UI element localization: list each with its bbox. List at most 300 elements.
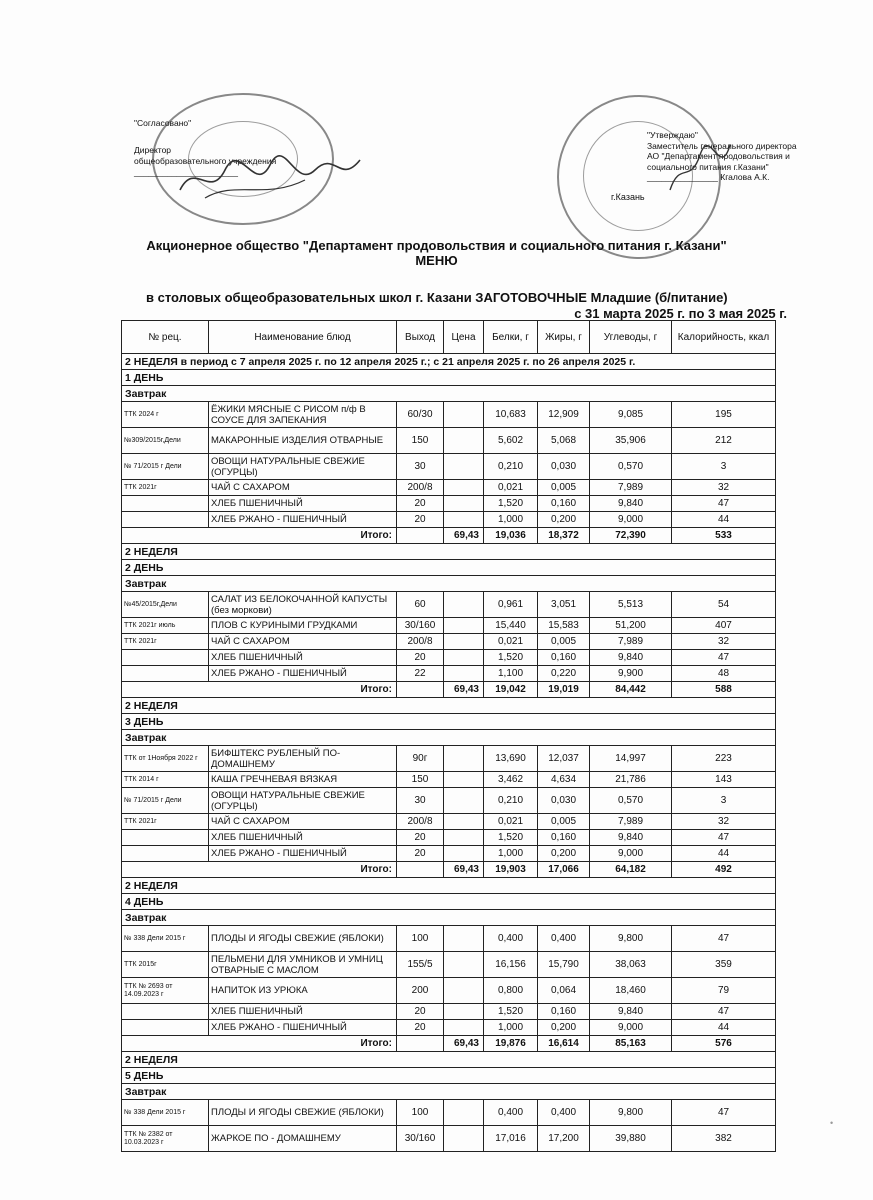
dish-price: [444, 454, 484, 480]
table-row: [122, 618, 776, 634]
dish-carbs: 39,880: [590, 1126, 672, 1152]
day-row: [122, 1068, 776, 1084]
dish-protein: 1,520: [484, 1004, 538, 1020]
dish-name: ЧАЙ С САХАРОМ: [209, 634, 397, 650]
week-row: [122, 698, 776, 714]
table-row: [122, 1020, 776, 1036]
dish-price: [444, 926, 484, 952]
dish-kcal: 44: [672, 846, 776, 862]
dish-protein: 0,961: [484, 592, 538, 618]
menu-subtitle: в столовых общеобразовательных школ г. Казани ЗАГОТОВОЧНЫЕ Младшие (б/питание): [146, 290, 728, 305]
table-header-row: [122, 321, 776, 354]
dish-price: [444, 952, 484, 978]
dish-protein: 0,021: [484, 480, 538, 496]
recipe-number: №309/2015г,Дели: [122, 428, 209, 454]
dish-fat: 0,200: [538, 846, 590, 862]
dish-fat: 0,005: [538, 480, 590, 496]
dish-fat: 0,005: [538, 634, 590, 650]
table-row: [122, 1100, 776, 1126]
dish-carbs: 5,513: [590, 592, 672, 618]
dish-price: [444, 814, 484, 830]
recipe-number: ТТК 2021г: [122, 634, 209, 650]
dish-kcal: 407: [672, 618, 776, 634]
dish-name: САЛАТ ИЗ БЕЛОКОЧАННОЙ КАПУСТЫ (без моркови): [209, 592, 397, 618]
dish-protein: 1,520: [484, 650, 538, 666]
dish-name: ЁЖИКИ МЯСНЫЕ С РИСОМ п/ф В СОУСЕ ДЛЯ ЗАПЕКАНИЯ: [209, 402, 397, 428]
dish-price: [444, 1004, 484, 1020]
dish-fat: 12,909: [538, 402, 590, 428]
dish-fat: 0,400: [538, 926, 590, 952]
dish-name: ХЛЕБ РЖАНО - ПШЕНИЧНЫЙ: [209, 666, 397, 682]
dish-kcal: 3: [672, 788, 776, 814]
dish-carbs: 9,840: [590, 650, 672, 666]
dish-kcal: 143: [672, 772, 776, 788]
day-row: [122, 894, 776, 910]
dish-carbs: 7,989: [590, 634, 672, 650]
dish-carbs: 9,900: [590, 666, 672, 682]
total-label: Итого:: [122, 682, 397, 698]
dish-price: [444, 978, 484, 1004]
col-kcal: Калорийность, ккал: [672, 321, 776, 354]
dish-price: [444, 512, 484, 528]
dish-protein: 0,400: [484, 926, 538, 952]
dish-name: ЧАЙ С САХАРОМ: [209, 814, 397, 830]
position-line-2: АО "Департамент продовольствия и: [647, 151, 790, 161]
dish-fat: 5,068: [538, 428, 590, 454]
dish-protein: 3,462: [484, 772, 538, 788]
dish-name: ХЛЕБ ПШЕНИЧНЫЙ: [209, 496, 397, 512]
dish-protein: 0,021: [484, 634, 538, 650]
dish-yield: 20: [397, 650, 444, 666]
dish-carbs: 9,840: [590, 496, 672, 512]
dish-protein: 0,800: [484, 978, 538, 1004]
dish-carbs: 7,989: [590, 814, 672, 830]
dish-fat: 4,634: [538, 772, 590, 788]
recipe-number: № 338 Дели 2015 г: [122, 1100, 209, 1126]
table-row: [122, 454, 776, 480]
dish-name: ХЛЕБ ПШЕНИЧНЫЙ: [209, 1004, 397, 1020]
dish-carbs: 7,989: [590, 480, 672, 496]
total-protein: 19,903: [484, 862, 538, 878]
total-kcal: 576: [672, 1036, 776, 1052]
recipe-number: [122, 512, 209, 528]
col-price: Цена: [444, 321, 484, 354]
day-row: [122, 370, 776, 386]
total-kcal: 533: [672, 528, 776, 544]
meal-row: [122, 386, 776, 402]
dish-price: [444, 1126, 484, 1152]
table-row: [122, 830, 776, 846]
recipe-number: [122, 1004, 209, 1020]
dish-fat: 0,030: [538, 788, 590, 814]
recipe-number: ТТК 2024 г: [122, 402, 209, 428]
day-row-label: 5 ДЕНЬ: [122, 1068, 776, 1084]
dish-protein: 1,000: [484, 846, 538, 862]
table-row: [122, 746, 776, 772]
meal-row: [122, 730, 776, 746]
total-yield: [397, 528, 444, 544]
dish-kcal: 47: [672, 926, 776, 952]
table-row: [122, 788, 776, 814]
dish-fat: 15,583: [538, 618, 590, 634]
recipe-number: [122, 666, 209, 682]
table-row: [122, 772, 776, 788]
dish-yield: 200/8: [397, 634, 444, 650]
week-row-label: 2 НЕДЕЛЯ: [122, 698, 776, 714]
director-label: Директор: [134, 145, 172, 155]
recipe-number: № 338 Дели 2015 г: [122, 926, 209, 952]
total-protein: 19,876: [484, 1036, 538, 1052]
approver-name: _______________ Кгалова А.К.: [647, 172, 770, 182]
week-row-label: 2 НЕДЕЛЯ: [122, 1052, 776, 1068]
total-kcal: 492: [672, 862, 776, 878]
dish-fat: 0,064: [538, 978, 590, 1004]
dish-price: [444, 402, 484, 428]
dish-price: [444, 1020, 484, 1036]
dish-yield: 100: [397, 1100, 444, 1126]
dish-name: ПЛОДЫ И ЯГОДЫ СВЕЖИЕ (ЯБЛОКИ): [209, 1100, 397, 1126]
meal-row-label: Завтрак: [122, 1084, 776, 1100]
recipe-number: [122, 846, 209, 862]
dish-name: ПЛОДЫ И ЯГОДЫ СВЕЖИЕ (ЯБЛОКИ): [209, 926, 397, 952]
recipe-number: ТТК 2021г: [122, 814, 209, 830]
recipe-number: №45/2015г,Дели: [122, 592, 209, 618]
dish-kcal: 79: [672, 978, 776, 1004]
meal-row: [122, 910, 776, 926]
day-row: [122, 560, 776, 576]
meal-row: [122, 576, 776, 592]
col-fat: Жиры, г: [538, 321, 590, 354]
table-row: [122, 952, 776, 978]
dish-name: КАША ГРЕЧНЕВАЯ ВЯЗКАЯ: [209, 772, 397, 788]
total-carbs: 72,390: [590, 528, 672, 544]
total-row: [122, 1036, 776, 1052]
table-row: [122, 402, 776, 428]
dish-yield: 200/8: [397, 814, 444, 830]
dish-fat: 0,200: [538, 512, 590, 528]
dish-yield: 150: [397, 772, 444, 788]
dish-kcal: 44: [672, 512, 776, 528]
dish-kcal: 359: [672, 952, 776, 978]
signature-right: [665, 140, 735, 200]
total-price: 69,43: [444, 528, 484, 544]
table-row: [122, 592, 776, 618]
recipe-number: [122, 830, 209, 846]
dish-carbs: 35,906: [590, 428, 672, 454]
dish-name: БИФШТЕКС РУБЛЕНЫЙ ПО-ДОМАШНЕМУ: [209, 746, 397, 772]
dish-price: [444, 830, 484, 846]
dish-kcal: 32: [672, 634, 776, 650]
total-label: Итого:: [122, 1036, 397, 1052]
dish-fat: 0,160: [538, 650, 590, 666]
dish-fat: 0,220: [538, 666, 590, 682]
recipe-number: ТТК 2014 г: [122, 772, 209, 788]
dish-carbs: 9,000: [590, 846, 672, 862]
position-line-1: Заместитель генерального директора: [647, 140, 797, 151]
dish-fat: 0,030: [538, 454, 590, 480]
dish-kcal: 32: [672, 480, 776, 496]
dish-carbs: 38,063: [590, 952, 672, 978]
dish-yield: 155/5: [397, 952, 444, 978]
dish-kcal: 47: [672, 1004, 776, 1020]
dish-carbs: 9,000: [590, 1020, 672, 1036]
total-carbs: 84,442: [590, 682, 672, 698]
dish-protein: 16,156: [484, 952, 538, 978]
dish-carbs: 9,800: [590, 1100, 672, 1126]
recipe-number: ТТК 2021г: [122, 480, 209, 496]
col-protein: Белки, г: [484, 321, 538, 354]
dish-name: ХЛЕБ РЖАНО - ПШЕНИЧНЫЙ: [209, 512, 397, 528]
total-protein: 19,042: [484, 682, 538, 698]
meal-row-label: Завтрак: [122, 730, 776, 746]
dish-protein: 1,100: [484, 666, 538, 682]
dish-protein: 0,210: [484, 454, 538, 480]
dish-fat: 15,790: [538, 952, 590, 978]
table-row: [122, 512, 776, 528]
dish-kcal: 47: [672, 830, 776, 846]
recipe-number: ТТК от 1Ноября 2022 г: [122, 746, 209, 772]
total-fat: 19,019: [538, 682, 590, 698]
day-row: [122, 714, 776, 730]
col-yield: Выход: [397, 321, 444, 354]
total-price: 69,43: [444, 1036, 484, 1052]
day-row-label: 4 ДЕНЬ: [122, 894, 776, 910]
total-row: [122, 862, 776, 878]
dish-yield: 30/160: [397, 618, 444, 634]
total-price: 69,43: [444, 862, 484, 878]
menu-table: [121, 320, 776, 1152]
dish-price: [444, 650, 484, 666]
recipe-number: ТТК 2021г июль: [122, 618, 209, 634]
dish-yield: 200/8: [397, 480, 444, 496]
dish-kcal: 382: [672, 1126, 776, 1152]
total-yield: [397, 862, 444, 878]
dish-carbs: 0,570: [590, 788, 672, 814]
dish-kcal: 48: [672, 666, 776, 682]
agreed-label: "Согласовано": [134, 118, 192, 128]
dish-price: [444, 666, 484, 682]
dish-yield: 20: [397, 846, 444, 862]
total-row: [122, 682, 776, 698]
dish-fat: 0,200: [538, 1020, 590, 1036]
dish-carbs: 9,800: [590, 926, 672, 952]
dish-protein: 1,000: [484, 512, 538, 528]
dish-carbs: 9,840: [590, 830, 672, 846]
signature-line: ______________________: [134, 167, 239, 177]
dish-carbs: 9,840: [590, 1004, 672, 1020]
dish-price: [444, 746, 484, 772]
recipe-number: ТТК № 2693 от 14.09.2023 г: [122, 978, 209, 1004]
dish-name: ОВОЩИ НАТУРАЛЬНЫЕ СВЕЖИЕ (ОГУРЦЫ): [209, 788, 397, 814]
total-fat: 17,066: [538, 862, 590, 878]
dish-fat: 0,160: [538, 1004, 590, 1020]
day-row-label: 1 ДЕНЬ: [122, 370, 776, 386]
total-protein: 19,036: [484, 528, 538, 544]
table-row: [122, 814, 776, 830]
position-line-3: социального питания г.Казани": [647, 161, 769, 172]
recipe-number: ТТК № 2382 от 10.03.2023 г: [122, 1126, 209, 1152]
meal-row-label: Завтрак: [122, 386, 776, 402]
dish-kcal: 47: [672, 496, 776, 512]
dish-kcal: 54: [672, 592, 776, 618]
total-label: Итого:: [122, 528, 397, 544]
dish-name: ПЛОВ С КУРИНЫМИ ГРУДКАМИ: [209, 618, 397, 634]
dish-name: ХЛЕБ ПШЕНИЧНЫЙ: [209, 830, 397, 846]
dish-price: [444, 772, 484, 788]
col-rec: № рец.: [122, 321, 209, 354]
col-carbs: Углеводы, г: [590, 321, 672, 354]
total-carbs: 85,163: [590, 1036, 672, 1052]
dish-name: МАКАРОННЫЕ ИЗДЕЛИЯ ОТВАРНЫЕ: [209, 428, 397, 454]
dish-name: ПЕЛЬМЕНИ ДЛЯ УМНИКОВ И УМНИЦ ОТВАРНЫЕ С МАСЛОМ: [209, 952, 397, 978]
total-fat: 18,372: [538, 528, 590, 544]
dish-yield: 30/160: [397, 1126, 444, 1152]
table-row: [122, 926, 776, 952]
total-yield: [397, 682, 444, 698]
week-row-label: 2 НЕДЕЛЯ: [122, 878, 776, 894]
dish-fat: 0,160: [538, 830, 590, 846]
page-mark: •: [830, 1118, 834, 1128]
dish-yield: 30: [397, 788, 444, 814]
dish-kcal: 44: [672, 1020, 776, 1036]
dish-fat: 17,200: [538, 1126, 590, 1152]
dish-yield: 22: [397, 666, 444, 682]
dish-price: [444, 496, 484, 512]
dish-yield: 150: [397, 428, 444, 454]
dish-kcal: 3: [672, 454, 776, 480]
dish-name: ОВОЩИ НАТУРАЛЬНЫЕ СВЕЖИЕ (ОГУРЦЫ): [209, 454, 397, 480]
recipe-number: № 71/2015 г Дели: [122, 788, 209, 814]
stamp-city: г.Казань: [611, 192, 645, 202]
dish-yield: 200: [397, 978, 444, 1004]
dish-price: [444, 428, 484, 454]
table-row: [122, 634, 776, 650]
dish-carbs: 14,997: [590, 746, 672, 772]
dish-carbs: 0,570: [590, 454, 672, 480]
dish-yield: 20: [397, 1004, 444, 1020]
dish-yield: 60: [397, 592, 444, 618]
dish-name: ХЛЕБ ПШЕНИЧНЫЙ: [209, 650, 397, 666]
menu-title: МЕНЮ: [415, 253, 458, 268]
dish-price: [444, 634, 484, 650]
col-name: Наименование блюд: [209, 321, 397, 354]
dish-carbs: 9,000: [590, 512, 672, 528]
week-row-label: 2 НЕДЕЛЯ: [122, 544, 776, 560]
table-row: [122, 1126, 776, 1152]
dish-fat: 12,037: [538, 746, 590, 772]
day-row-label: 3 ДЕНЬ: [122, 714, 776, 730]
table-row: [122, 428, 776, 454]
signature-left: [175, 150, 365, 205]
dish-yield: 20: [397, 830, 444, 846]
table-row: [122, 496, 776, 512]
table-row: [122, 1004, 776, 1020]
dish-price: [444, 1100, 484, 1126]
meal-row: [122, 1084, 776, 1100]
dish-kcal: 223: [672, 746, 776, 772]
total-kcal: 588: [672, 682, 776, 698]
recipe-number: ТТК 2015г: [122, 952, 209, 978]
dish-carbs: 21,786: [590, 772, 672, 788]
period-row-label: 2 НЕДЕЛЯ в период с 7 апреля 2025 г. по 12 апреля 2025 г.; с 21 апреля 2025 г. по 26 апреля 2025 г.: [122, 354, 776, 370]
dish-yield: 30: [397, 454, 444, 480]
dish-yield: 20: [397, 512, 444, 528]
total-label: Итого:: [122, 862, 397, 878]
dish-protein: 15,440: [484, 618, 538, 634]
dish-protein: 10,683: [484, 402, 538, 428]
table-row: [122, 480, 776, 496]
week-row: [122, 878, 776, 894]
day-row-label: 2 ДЕНЬ: [122, 560, 776, 576]
meal-row-label: Завтрак: [122, 910, 776, 926]
dish-protein: 1,000: [484, 1020, 538, 1036]
table-row: [122, 846, 776, 862]
table-row: [122, 650, 776, 666]
week-row: [122, 1052, 776, 1068]
dish-fat: 0,005: [538, 814, 590, 830]
recipe-number: [122, 496, 209, 512]
approved-label: "Утверждаю": [647, 130, 698, 140]
dish-protein: 0,400: [484, 1100, 538, 1126]
dish-fat: 0,400: [538, 1100, 590, 1126]
dish-protein: 13,690: [484, 746, 538, 772]
dish-protein: 5,602: [484, 428, 538, 454]
dish-fat: 0,160: [538, 496, 590, 512]
dish-yield: 100: [397, 926, 444, 952]
dish-price: [444, 618, 484, 634]
organization-title: Акционерное общество "Департамент продовольствия и социального питания г. Казани": [146, 238, 727, 253]
dish-yield: 60/30: [397, 402, 444, 428]
total-carbs: 64,182: [590, 862, 672, 878]
dish-price: [444, 480, 484, 496]
dish-protein: 17,016: [484, 1126, 538, 1152]
dish-fat: 3,051: [538, 592, 590, 618]
total-fat: 16,614: [538, 1036, 590, 1052]
dish-yield: 20: [397, 1020, 444, 1036]
menu-period: с 31 марта 2025 г. по 3 мая 2025 г.: [574, 306, 787, 321]
dish-carbs: 18,460: [590, 978, 672, 1004]
dish-name: ХЛЕБ РЖАНО - ПШЕНИЧНЫЙ: [209, 1020, 397, 1036]
week-row: [122, 544, 776, 560]
dish-protein: 0,021: [484, 814, 538, 830]
dish-kcal: 32: [672, 814, 776, 830]
dish-name: НАПИТОК ИЗ УРЮКА: [209, 978, 397, 1004]
dish-price: [444, 592, 484, 618]
recipe-number: [122, 1020, 209, 1036]
total-row: [122, 528, 776, 544]
dish-name: ЧАЙ С САХАРОМ: [209, 480, 397, 496]
org-label: общеобразовательного учреждения: [134, 156, 277, 166]
dish-yield: 20: [397, 496, 444, 512]
dish-protein: 0,210: [484, 788, 538, 814]
meal-row-label: Завтрак: [122, 576, 776, 592]
total-yield: [397, 1036, 444, 1052]
total-price: 69,43: [444, 682, 484, 698]
dish-protein: 1,520: [484, 830, 538, 846]
dish-kcal: 195: [672, 402, 776, 428]
recipe-number: № 71/2015 г Дели: [122, 454, 209, 480]
dish-name: ХЛЕБ РЖАНО - ПШЕНИЧНЫЙ: [209, 846, 397, 862]
dish-price: [444, 846, 484, 862]
dish-protein: 1,520: [484, 496, 538, 512]
dish-carbs: 51,200: [590, 618, 672, 634]
dish-price: [444, 788, 484, 814]
dish-yield: 90г: [397, 746, 444, 772]
dish-kcal: 47: [672, 1100, 776, 1126]
table-row: [122, 666, 776, 682]
dish-name: ЖАРКОЕ ПО - ДОМАШНЕМУ: [209, 1126, 397, 1152]
dish-carbs: 9,085: [590, 402, 672, 428]
